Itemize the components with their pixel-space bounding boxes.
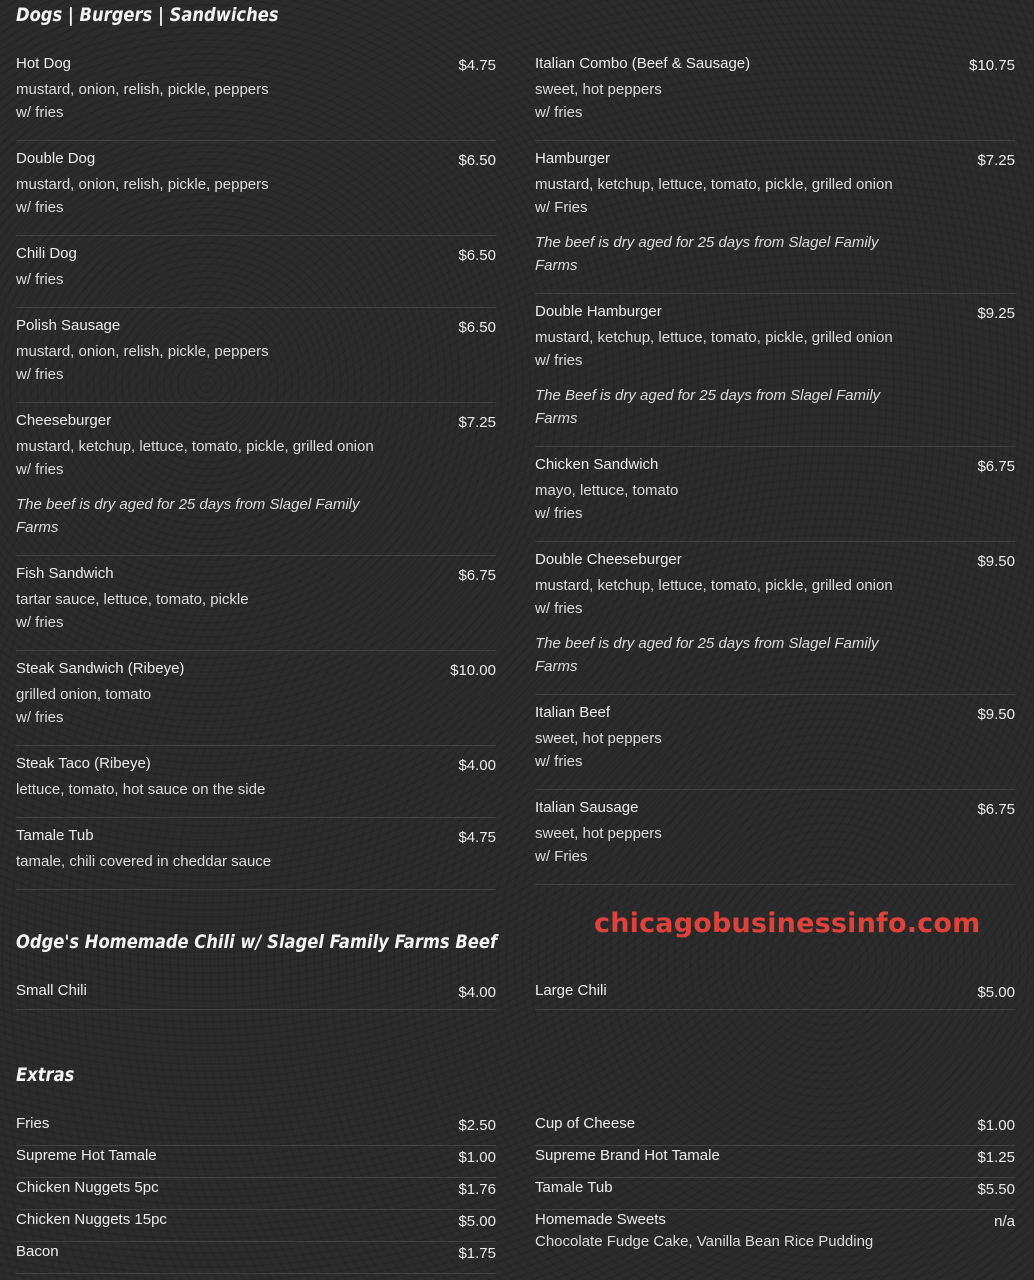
menu-item-price: n/a	[994, 1213, 1015, 1230]
menu-item-description: w/ Fries	[535, 199, 588, 216]
menu-item-description: w/ fries	[535, 352, 583, 369]
menu-item	[535, 798, 1015, 885]
menu-item-description: w/ fries	[16, 614, 64, 631]
menu-item	[535, 149, 1015, 294]
menu-item-price: $9.50	[977, 706, 1015, 723]
menu-item	[16, 316, 496, 403]
chili-left-column	[16, 981, 496, 1010]
menu-item-note: The beef is dry aged for 25 days from Slagel Family Farms	[535, 635, 879, 675]
extras-right-column	[535, 1114, 1015, 1253]
menu-item-description: Chocolate Fudge Cake, Vanilla Bean Rice Pudding	[535, 1233, 874, 1250]
menu-item-description: sweet, hot peppers	[535, 825, 662, 842]
menu-item-name: Small Chili	[16, 982, 87, 999]
menu-item	[16, 981, 496, 1010]
menu-item-name: Large Chili	[535, 982, 607, 999]
menu-item-price: $7.25	[977, 152, 1015, 169]
menu-item-price: $5.50	[977, 1181, 1015, 1198]
menu-item-name: Italian Beef	[535, 704, 611, 721]
menu-item-description: sweet, hot peppers	[535, 81, 662, 98]
menu-item-name: Homemade Sweets	[535, 1211, 666, 1228]
menu-item-name: Bacon	[16, 1243, 59, 1260]
menu-item	[535, 550, 1015, 695]
menu-item-name: Italian Sausage	[535, 799, 639, 816]
menu-item-name: Italian Combo (Beef & Sausage)	[535, 55, 751, 72]
chili-right-column	[535, 981, 1015, 1010]
main-right-column	[535, 54, 1015, 893]
menu-item-price: $5.00	[977, 984, 1015, 1001]
menu-item-name: Supreme Brand Hot Tamale	[535, 1147, 720, 1164]
menu-item-price: $4.75	[458, 57, 496, 74]
menu-item-name: Hot Dog	[16, 55, 72, 72]
menu-item-price: $1.75	[458, 1245, 496, 1262]
menu-item-description: mustard, ketchup, lettuce, tomato, pickle, grilled onion	[16, 438, 374, 455]
menu-item-name: Double Cheeseburger	[535, 551, 682, 568]
menu-item	[16, 564, 496, 651]
menu-item-name: Supreme Hot Tamale	[16, 1147, 157, 1164]
menu-item	[16, 754, 496, 818]
menu-item-name: Chicken Nuggets 5pc	[16, 1179, 159, 1196]
menu-item	[16, 244, 496, 308]
menu-item-price: $6.50	[458, 319, 496, 336]
menu-item	[535, 302, 1015, 447]
menu-item-name: Cup of Cheese	[535, 1115, 636, 1132]
menu-item-note: The Beef is dry aged for 25 days from Slagel Family Farms	[535, 387, 881, 427]
main-left-column	[16, 54, 496, 898]
menu-item-name: Fries	[16, 1115, 50, 1132]
menu-item-description: tartar sauce, lettuce, tomato, pickle	[16, 591, 249, 608]
menu-item	[535, 1114, 1015, 1146]
menu-item-name: Hamburger	[535, 150, 611, 167]
menu-item-price: $1.25	[977, 1149, 1015, 1166]
menu-item-description: sweet, hot peppers	[535, 730, 662, 747]
menu-item	[16, 1210, 496, 1242]
menu-item-description: w/ fries	[16, 199, 64, 216]
watermark: chicagobusinessinfo.com	[594, 908, 981, 939]
menu-item-name: Steak Taco (Ribeye)	[16, 755, 151, 772]
menu-item-price: $2.50	[458, 1117, 496, 1134]
menu-item	[16, 411, 496, 556]
menu-item-description: mustard, onion, relish, pickle, peppers	[16, 176, 269, 193]
menu-item-description: w/ Fries	[535, 848, 588, 865]
section-title-main: Dogs | Burgers | Sandwiches	[16, 4, 279, 26]
menu-item-price: $10.75	[969, 57, 1015, 74]
menu-item-description: tamale, chili covered in cheddar sauce	[16, 853, 272, 870]
menu-item-price: $6.75	[977, 801, 1015, 818]
menu-item	[535, 455, 1015, 542]
menu-item-price: $6.75	[458, 567, 496, 584]
menu-item	[16, 149, 496, 236]
menu-item-price: $1.76	[458, 1181, 496, 1198]
menu-item	[16, 659, 496, 746]
menu-item	[16, 1146, 496, 1178]
menu-item-price: $4.75	[458, 829, 496, 846]
menu-item-name: Tamale Tub	[535, 1179, 613, 1196]
menu-item	[535, 981, 1015, 1010]
menu-item-note: The beef is dry aged for 25 days from Slagel Family Farms	[16, 496, 360, 536]
menu-item-name: Chili Dog	[16, 245, 77, 262]
menu-item-name: Double Hamburger	[535, 303, 662, 320]
menu-item-name: Tamale Tub	[16, 827, 94, 844]
menu-item	[535, 54, 1015, 141]
menu-item-price: $6.50	[458, 247, 496, 264]
menu-item-description: mayo, lettuce, tomato	[535, 482, 679, 499]
menu-item	[16, 826, 496, 890]
menu-item-price: $1.00	[977, 1117, 1015, 1134]
menu-item-description: mustard, ketchup, lettuce, tomato, pickle, grilled onion	[535, 329, 893, 346]
menu-item-name: Cheeseburger	[16, 412, 112, 429]
menu-item	[535, 1178, 1015, 1210]
menu-item	[16, 1178, 496, 1210]
menu-item-name: Fish Sandwich	[16, 565, 114, 582]
section-title-extras: Extras	[16, 1064, 75, 1086]
menu-item-description: w/ fries	[535, 753, 583, 770]
menu-item-price: $5.00	[458, 1213, 496, 1230]
menu-item-name: Polish Sausage	[16, 317, 121, 334]
menu-item-description: w/ fries	[535, 505, 583, 522]
menu-item	[535, 1146, 1015, 1178]
menu-item-description: mustard, onion, relish, pickle, peppers	[16, 343, 269, 360]
menu-item	[535, 703, 1015, 790]
menu-item-description: w/ fries	[16, 104, 64, 121]
menu-item-description: w/ fries	[16, 366, 64, 383]
menu-item-description: grilled onion, tomato	[16, 686, 152, 703]
menu-item-description: mustard, ketchup, lettuce, tomato, pickle, grilled onion	[535, 577, 893, 594]
section-title-chili: Odge's Homemade Chili w/ Slagel Family Farms Beef	[16, 931, 498, 953]
menu-item-price: $9.50	[977, 553, 1015, 570]
menu-item-description: lettuce, tomato, hot sauce on the side	[16, 781, 266, 798]
menu-item-description: w/ fries	[535, 600, 583, 617]
menu-item-name: Double Dog	[16, 150, 96, 167]
menu-item-description: w/ fries	[16, 271, 64, 288]
menu-item	[535, 1210, 1015, 1253]
menu-item-price: $6.75	[977, 458, 1015, 475]
menu-item-note: The beef is dry aged for 25 days from Slagel Family Farms	[535, 234, 879, 274]
menu-item-price: $9.25	[977, 305, 1015, 322]
menu-item-name: Steak Sandwich (Ribeye)	[16, 660, 185, 677]
menu-item-name: Chicken Sandwich	[535, 456, 659, 473]
menu-item-price: $4.00	[458, 757, 496, 774]
extras-left-column	[16, 1114, 496, 1274]
menu-item	[16, 1242, 496, 1274]
menu-item-description: w/ fries	[535, 104, 583, 121]
menu-item-description: w/ fries	[16, 709, 64, 726]
menu-item	[16, 54, 496, 141]
menu-item-description: mustard, ketchup, lettuce, tomato, pickle, grilled onion	[535, 176, 893, 193]
menu-item-price: $1.00	[458, 1149, 496, 1166]
menu-item-price: $10.00	[450, 662, 496, 679]
menu-item-price: $6.50	[458, 152, 496, 169]
menu-item	[16, 1114, 496, 1146]
menu-item-price: $7.25	[458, 414, 496, 431]
menu-item-description: mustard, onion, relish, pickle, peppers	[16, 81, 269, 98]
menu-item-description: w/ fries	[16, 461, 64, 478]
menu-item-price: $4.00	[458, 984, 496, 1001]
menu-item-name: Chicken Nuggets 15pc	[16, 1211, 167, 1228]
